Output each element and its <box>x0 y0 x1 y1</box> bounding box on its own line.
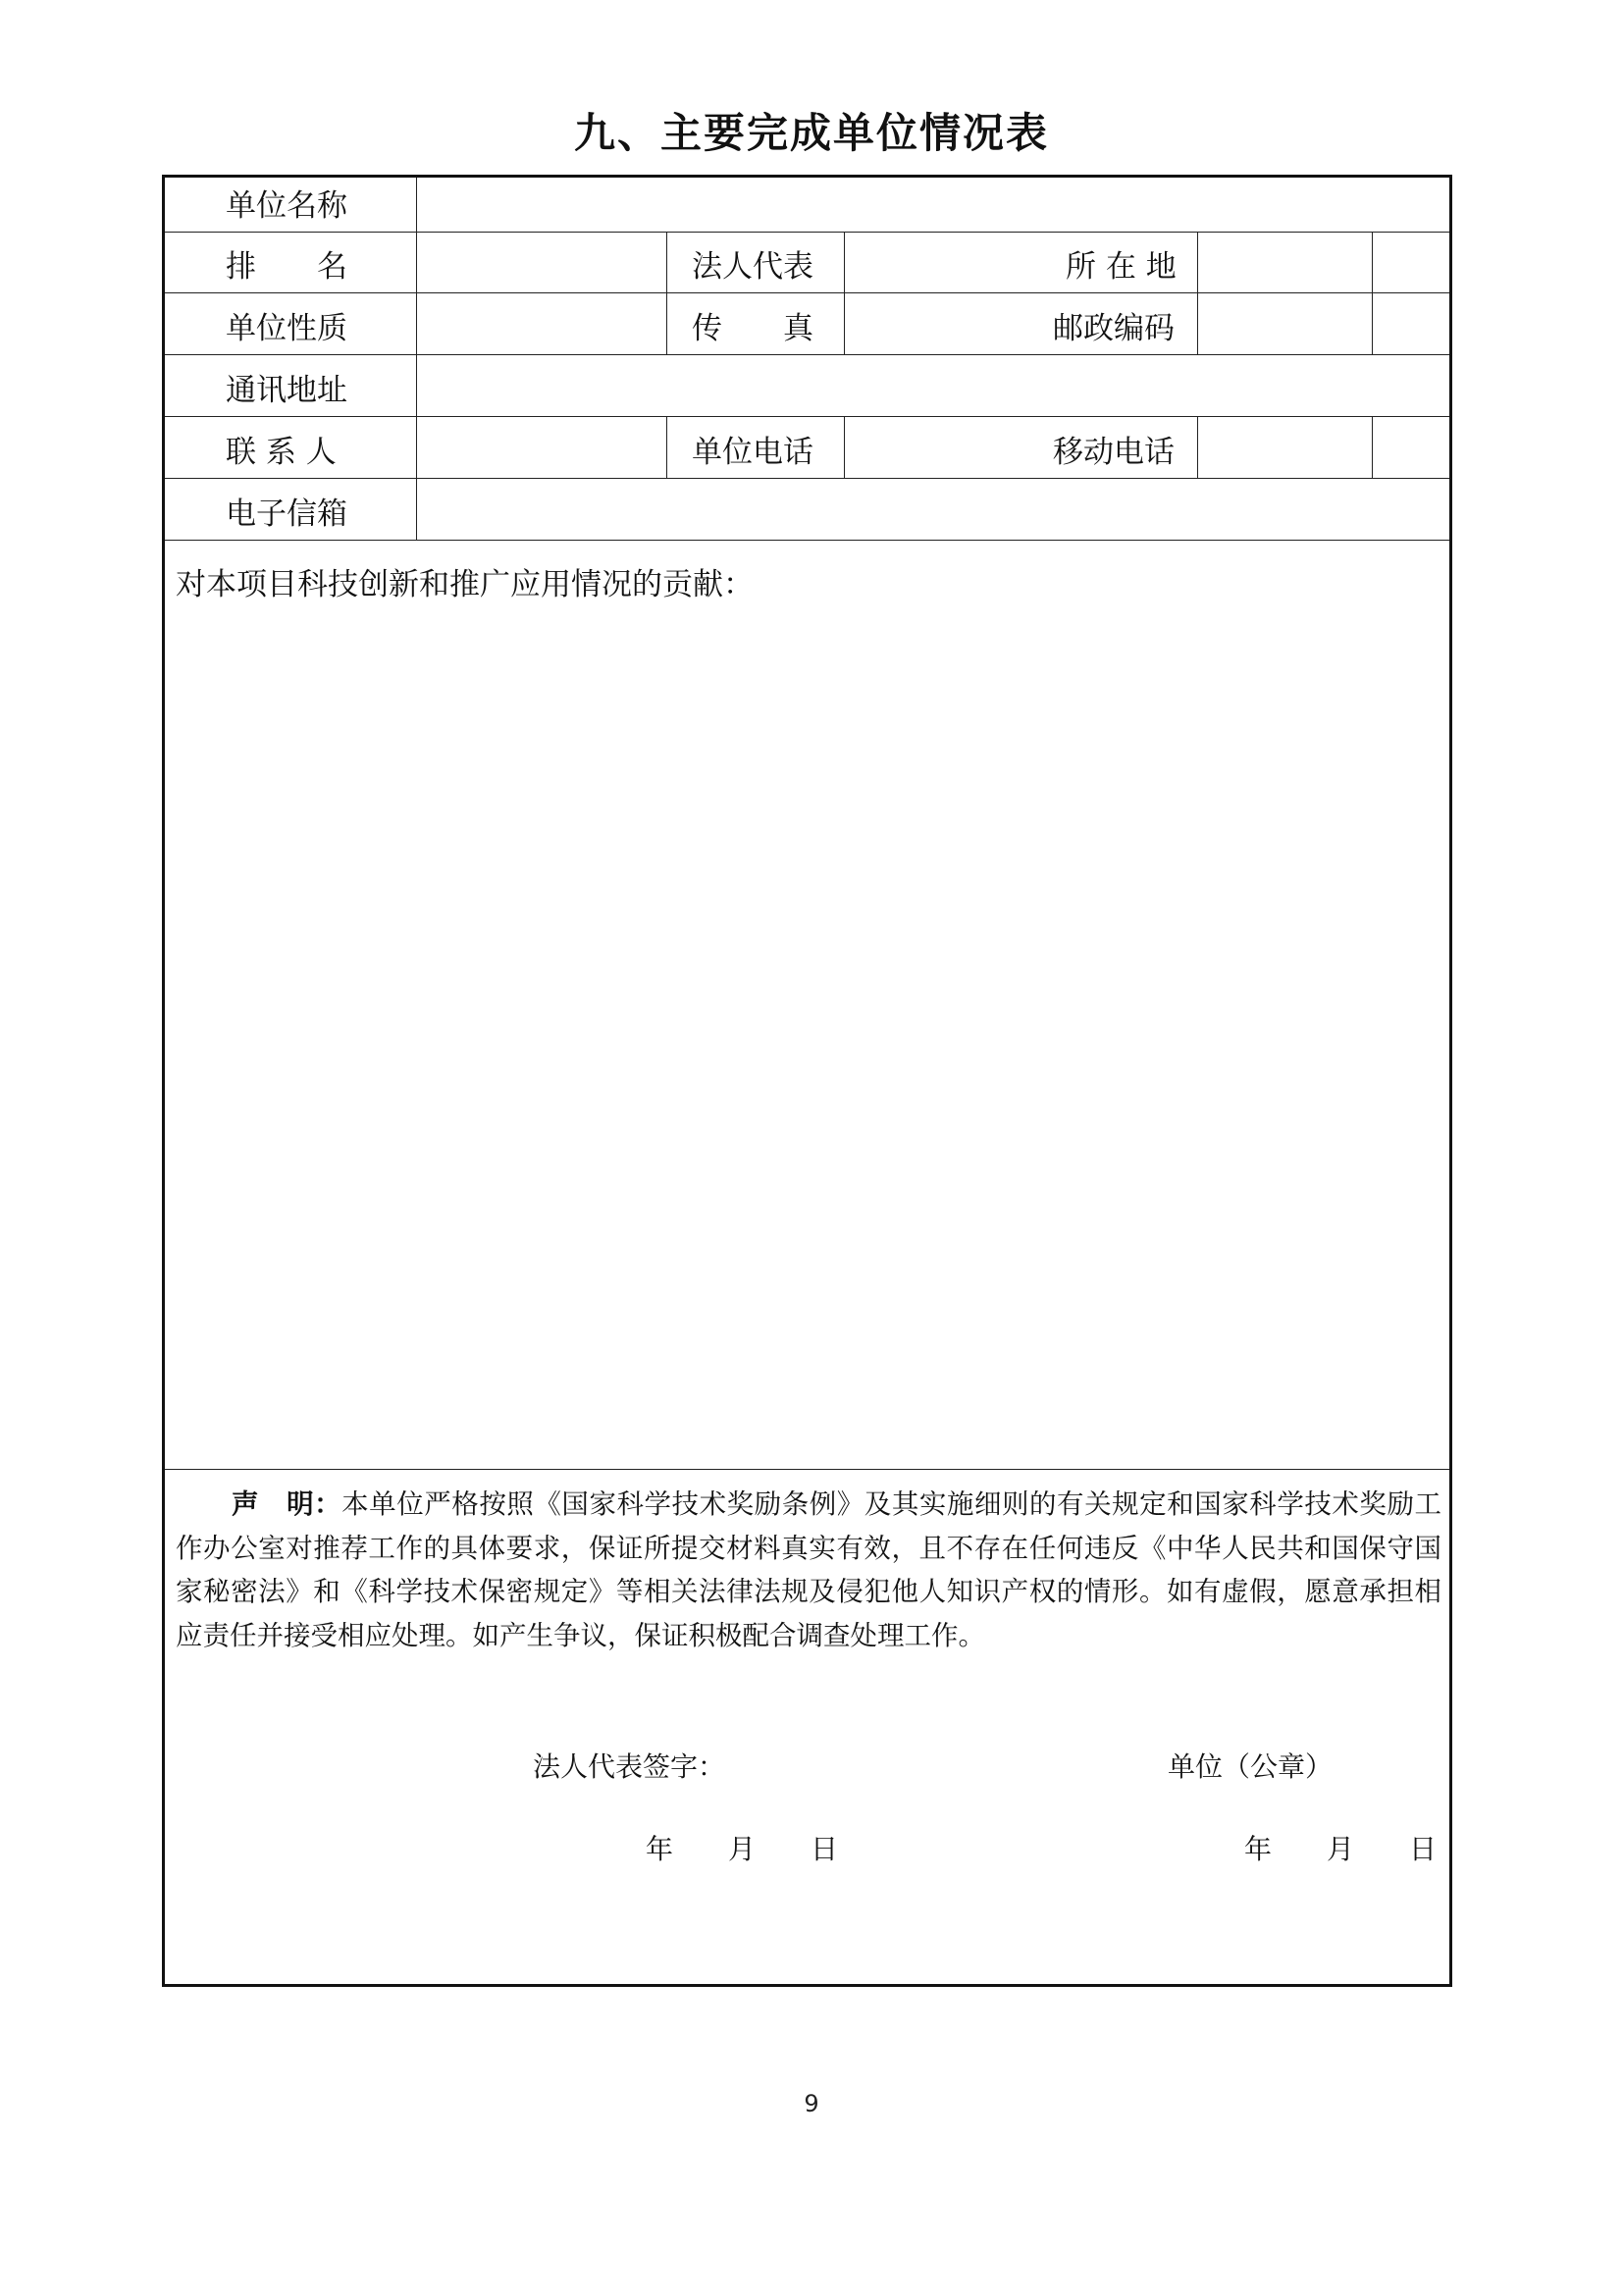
fax-label: 传 真 <box>692 311 813 346</box>
row-divider <box>165 478 1449 479</box>
unit-nature-label: 单位性质 <box>226 311 347 346</box>
row-divider <box>165 540 1449 541</box>
contribution-label: 对本项目科技创新和推广应用情况的贡献： <box>176 567 754 602</box>
page-number: 9 <box>804 2090 819 2117</box>
unit-seal-label: 单位（公章） <box>1168 1750 1334 1783</box>
location-field[interactable] <box>1382 252 1440 286</box>
row-divider <box>165 292 1449 293</box>
contribution-text-area[interactable] <box>175 609 1440 1453</box>
email-label: 电子信箱 <box>226 496 347 532</box>
rank-field[interactable] <box>426 252 657 286</box>
column-divider <box>844 232 845 354</box>
row-divider <box>165 416 1449 417</box>
column-divider <box>416 178 417 540</box>
rank-label: 排 名 <box>226 249 347 285</box>
legal-rep-signature-label: 法人代表签字： <box>533 1750 726 1783</box>
column-divider <box>666 232 667 354</box>
mobile-label: 移动电话 <box>1053 435 1175 470</box>
column-divider <box>1197 232 1198 354</box>
column-divider <box>1372 416 1373 478</box>
legal-rep-label: 法人代表 <box>692 249 813 285</box>
unit-name-label: 单位名称 <box>226 188 347 224</box>
row-divider <box>165 354 1449 355</box>
postal-code-field[interactable] <box>1382 314 1440 347</box>
legal-rep-date: 年 月 日 <box>646 1833 839 1865</box>
column-divider <box>666 416 667 478</box>
address-label: 通讯地址 <box>226 373 347 408</box>
postal-code-label: 邮政编码 <box>1053 311 1175 346</box>
declaration-body: 本单位严格按照《国家科学技术奖励条例》及其实施细则的有关规定和国家科学技术奖励工作办公室对推荐工作的具体要求，保证所提交材料真实有效，且不存在任何违反《中华人民共和国保守国家秘密法》和《科学技术保密规定》等相关法律法规及侵犯他人知识产权的情形。如有虚假，愿意承担相应责任并接受相应处理。如产生争议，保证积极配合调查处理工作。 <box>176 1488 1441 1651</box>
unit-seal-date: 年 月 日 <box>1244 1833 1438 1865</box>
column-divider <box>1372 232 1373 354</box>
location-label: 所 在 地 <box>1066 249 1177 285</box>
declaration-head: 声 明： <box>232 1488 342 1520</box>
section-divider <box>165 1469 1449 1470</box>
address-field[interactable] <box>426 376 1437 409</box>
unit-nature-field[interactable] <box>426 314 657 347</box>
unit-name-field[interactable] <box>426 191 1437 225</box>
mobile-field[interactable] <box>1382 438 1440 471</box>
unit-phone-label: 单位电话 <box>692 435 813 470</box>
contact-field[interactable] <box>426 438 657 471</box>
contact-label: 联 系 人 <box>226 435 337 470</box>
column-divider <box>844 416 845 478</box>
row-divider <box>165 232 1449 233</box>
declaration-paragraph <box>176 1483 1441 1657</box>
email-field[interactable] <box>426 499 1437 533</box>
page-title: 九、主要完成单位情况表 <box>573 109 1049 157</box>
unit-info-form <box>162 175 1452 1987</box>
column-divider <box>1197 416 1198 478</box>
